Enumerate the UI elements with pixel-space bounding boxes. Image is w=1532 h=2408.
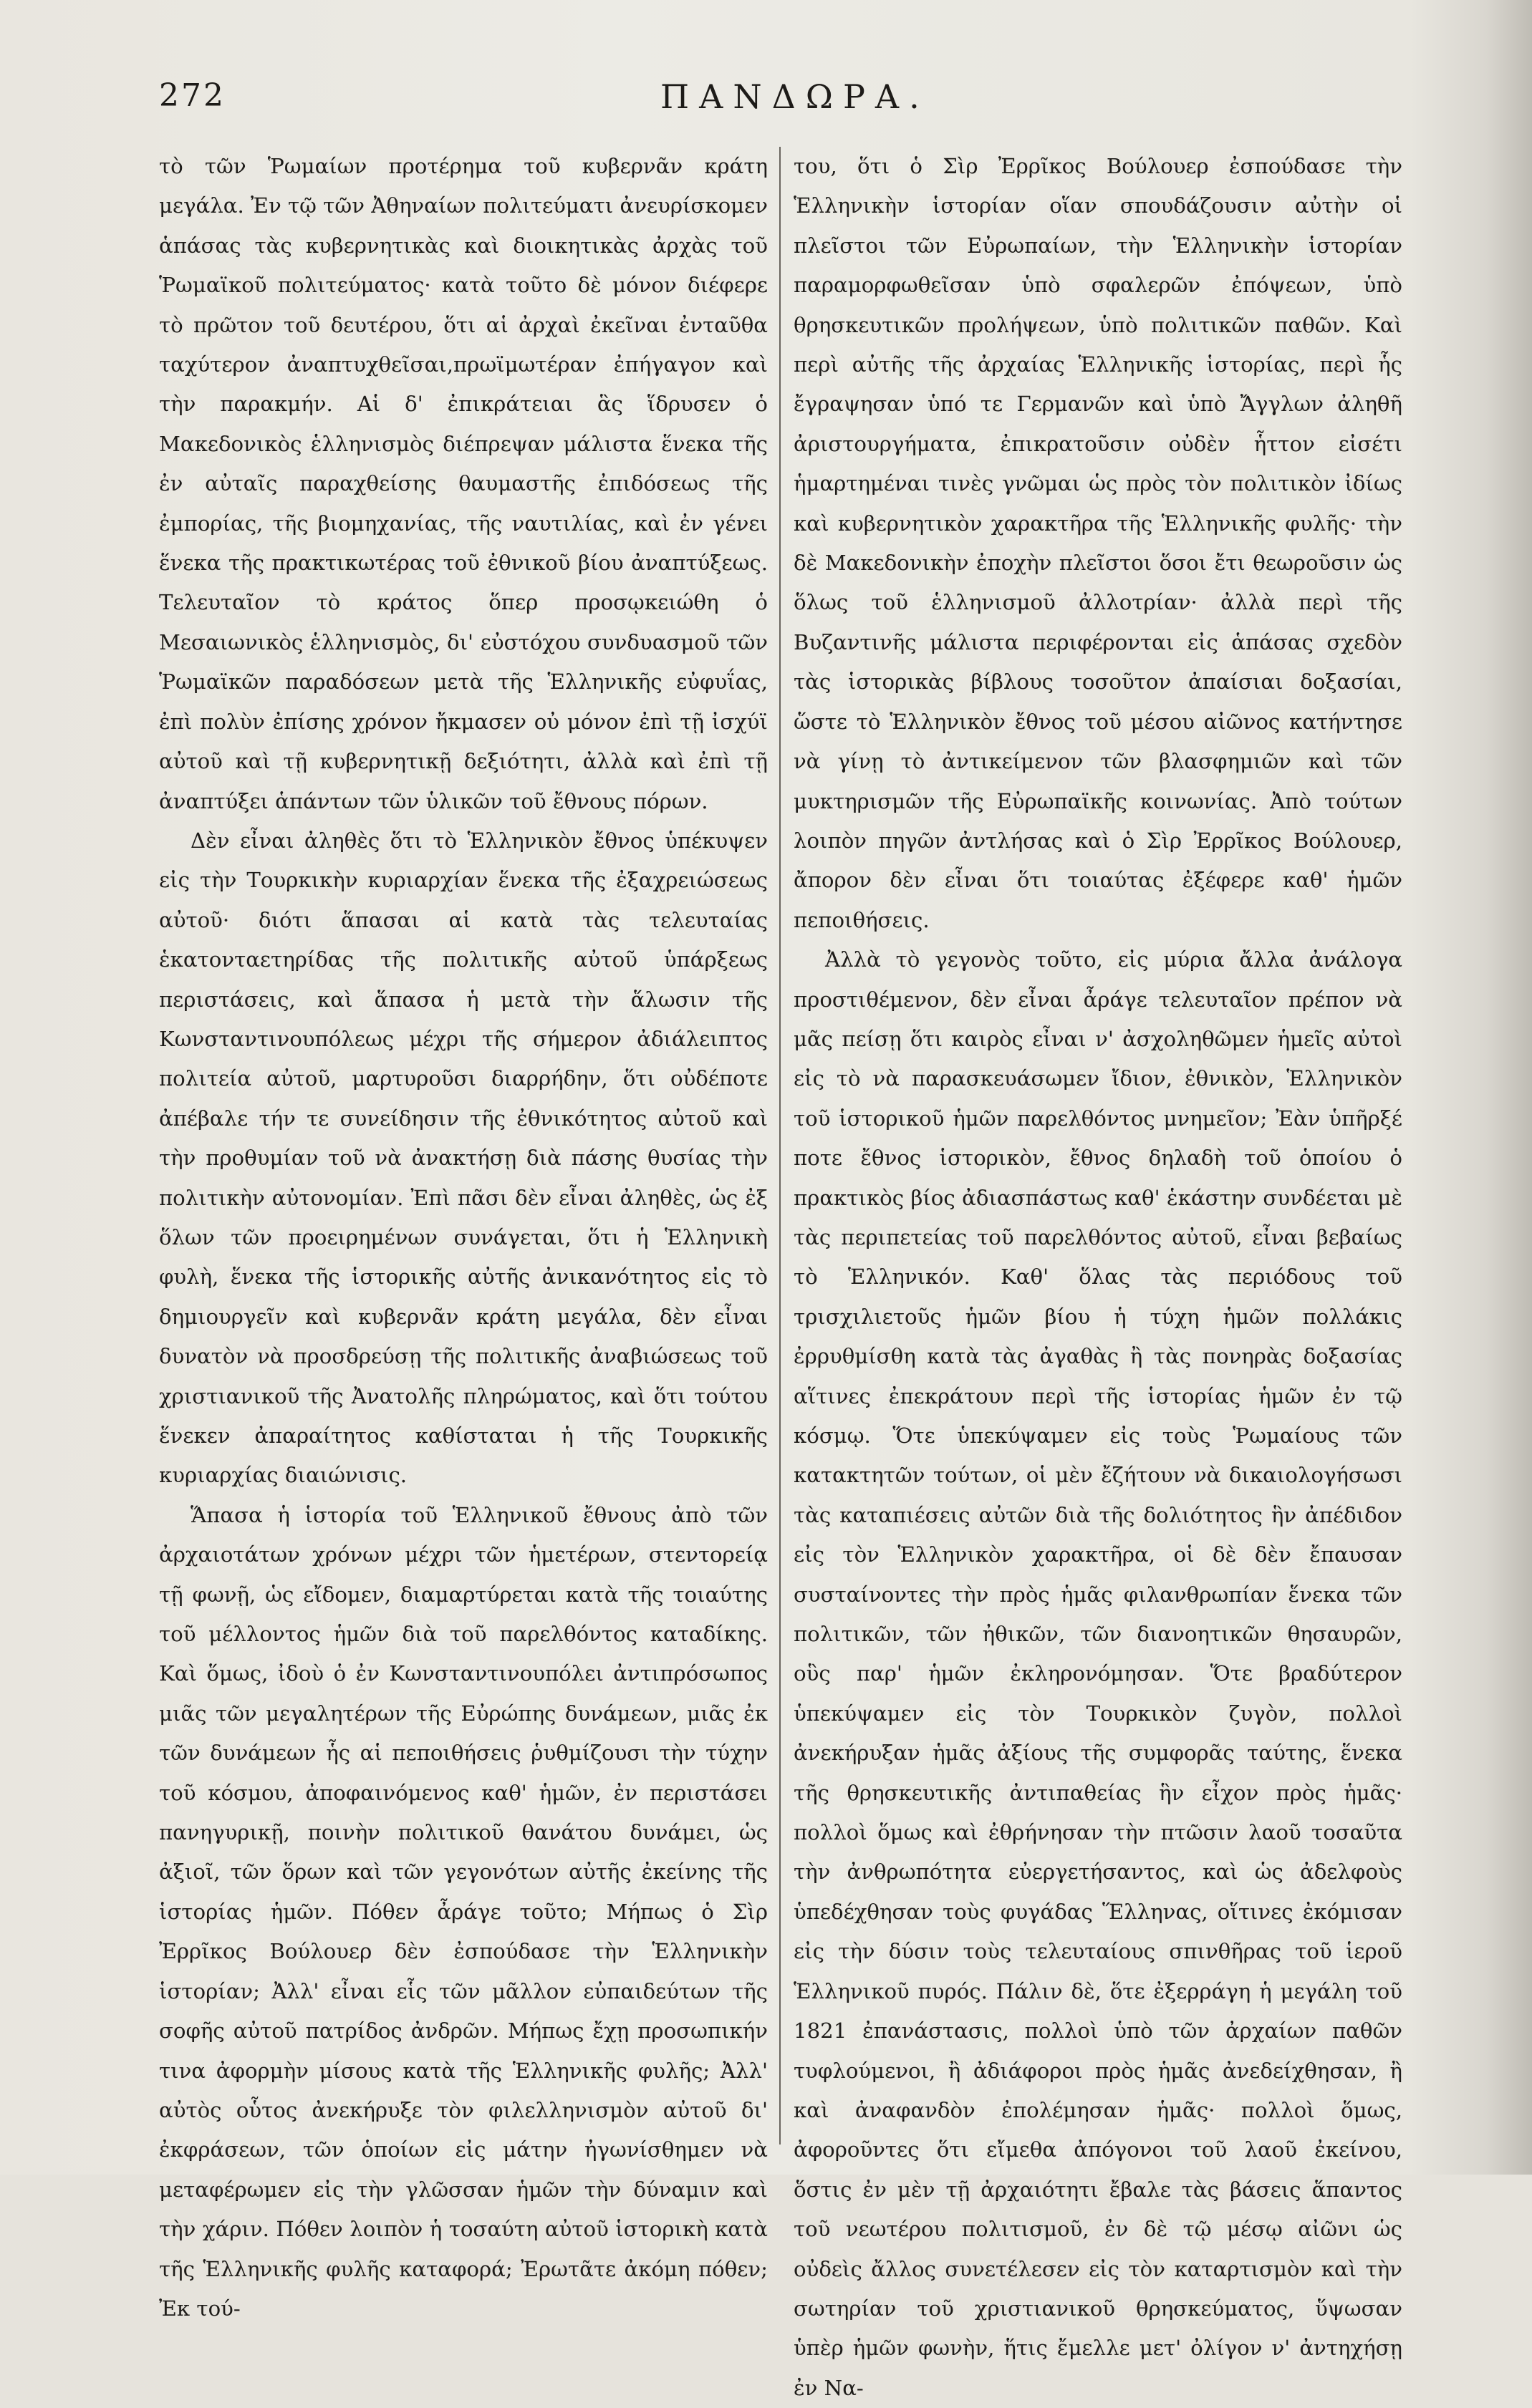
left-paragraph-3: Ἅπασα ἡ ἱστορία τοῦ Ἑλληνικοῦ ἔθνους ἀπὸ τῶν ἀρχαιοτάτων χρόνων μέχρι τῶν ἡμετέρων, στεντορείᾳ τῇ φωνῇ, ὡς εἴδομεν, διαμαρτύρεται κατὰ τῆς τοιαύτης τοῦ μέλλοντος ἡμῶν διὰ τοῦ παρελθόντος καταδίκης. Καὶ ὅμως, ἰδοὺ ὁ ἐν Κωνσταντινουπόλει ἀντιπρόσωπος μιᾶς τῶν μεγαλητέρων τῆς Εὐρώπης δυνάμεων, μιᾶς ἐκ τῶν δυνάμεων ἧς αἱ πεποιθήσεις ῥυθμίζουσι τὴν τύχην τοῦ κόσμου, ἀποφαινόμενος καθ' ἡμῶν, ἐν περιστάσει πανηγυρικῇ, ποινὴν πολιτικοῦ θανάτου δυνάμει, ὡς ἀξιοῖ, τῶν ὅρων καὶ τῶν γεγονότων αὐτῆς ἐκείνης τῆς ἱστορίας ἡμῶν. Πόθεν ἆράγε τοῦτο; Μήπως ὁ Σὶρ Ἐρρῖκος Βούλουερ δὲν ἐσπούδασε τὴν Ἑλληνικὴν ἱστορίαν; Ἀλλ' εἶναι εἷς τῶν μᾶλλον εὐπαιδεύτων τῆς σοφῆς αὐτοῦ πατρίδος ἀνδρῶν. Μήπως ἔχῃ προσωπικήν τινα ἀφορμὴν μίσους κατὰ τῆς Ἑλληνικῆς φυλῆς; Ἀλλ' αὐτὸς οὗτος ἀνεκήρυξε τὸν φιλελληνισμὸν αὐτοῦ δι' ἐκφράσεων, τῶν ὁποίων εἰς μάτην ἠγωνίσθημεν νὰ μεταφέρωμεν εἰς τὴν γλῶσσαν ἡμῶν τὴν δύναμιν καὶ τὴν χάριν. Πόθεν λοιπὸν ἡ τοσαύτη αὐτοῦ ἱστορικὴ κατὰ τῆς Ἑλληνικῆς φυλῆς καταφορά; Ἐρωτᾶτε ἀκόμη πόθεν; Ἐκ τού-: [159, 1502, 768, 2321]
page-number: 272: [159, 77, 226, 114]
left-paragraph-2: Δὲν εἶναι ἀληθὲς ὅτι τὸ Ἑλληνικὸν ἔθνος ὑπέκυψεν εἰς τὴν Τουρκικὴν κυριαρχίαν ἕνεκα τῆς ἐξαχρειώσεως αὐτοῦ· διότι ἅπασαι αἱ κατὰ τὰς τελευταίας ἑκατονταετηρίδας τῆς πολιτικῆς αὐτοῦ ὑπάρξεως περιστάσεις, καὶ ἅπασα ἡ μετὰ τὴν ἅλωσιν τῆς Κωνσταντινουπόλεως μέχρι τῆς σήμερον ἀδιάλειπτος πολιτεία αὐτοῦ, μαρτυροῦσι διαρρήδην, ὅτι οὐδέποτε ἀπέβαλε τήν τε συνείδησιν τῆς ἐθνικότητος αὐτοῦ καὶ τὴν προθυμίαν τοῦ νὰ ἀνακτήσῃ διὰ πάσης θυσίας τὴν πολιτικὴν αὐτονομίαν. Ἐπὶ πᾶσι δὲν εἶναι ἀληθὲς, ὡς ἐξ ὅλων τῶν προειρημένων συνάγεται, ὅτι ἡ Ἑλληνικὴ φυλὴ, ἕνεκα τῆς ἱστορικῆς αὐτῆς ἀνικανότητος εἰς τὸ δημιουργεῖν καὶ κυβερνᾶν κράτη μεγάλα, δὲν εἶναι δυνατὸν νὰ προσδρεύσῃ τῆς πολιτικῆς ἀναβιώσεως τοῦ χριστιανικοῦ τῆς Ἀνατολῆς πληρώματος, καὶ ὅτι τούτου ἕνεκεν ἀπαραίτητος καθίσταται ἡ τῆς Τουρκικῆς κυριαρχίας διαιώνισις.: [159, 828, 768, 1488]
left-column: [159, 147, 768, 2321]
right-paragraph-1: του, ὅτι ὁ Σὶρ Ἐρρῖκος Βούλουερ ἐσπούδασε τὴν Ἑλληνικὴν ἱστορίαν οἵαν σπουδάζουσιν αὐτὴν οἱ πλεῖστοι τῶν Εὐρωπαίων, τὴν Ἑλληνικὴν ἱστορίαν παραμορφωθεῖσαν ὑπὸ σφαλερῶν ἐπόψεων, ὑπὸ θρησκευτικῶν προλήψεων, ὑπὸ πολιτικῶν παθῶν. Καὶ περὶ αὐτῆς τῆς ἀρχαίας Ἑλληνικῆς ἱστορίας, περὶ ἧς ἔγραψησαν ὑπό τε Γερμανῶν καὶ ὑπὸ Ἄγγλων ἀληθῆ ἀριστουργήματα, ἐπικρατοῦσιν οὐδὲν ἧττον εἰσέτι ἡμαρτημέναι τινὲς γνῶμαι ὡς πρὸς τὸν πολιτικὸν ἰδίως καὶ κυβερνητικὸν χαρακτῆρα τῆς Ἑλληνικῆς φυλῆς· τὴν δὲ Μακεδονικὴν ἐποχὴν πλεῖστοι ὅσοι ἔτι θεωροῦσιν ὡς ὅλως τοῦ ἑλληνισμοῦ ἀλλοτρίαν· ἀλλὰ περὶ τῆς Βυζαντινῆς μάλιστα περιφέρονται εἰς ἁπάσας σχεδὸν τὰς ἱστορικὰς βίβλους τοσοῦτον ἀπαίσιαι δοξασίαι, ὥστε τὸ Ἑλληνικὸν ἔθνος τοῦ μέσου αἰῶνος κατήντησε νὰ γίνῃ τὸ ἀντικείμενον τῶν βλασφημιῶν καὶ τῶν μυκτηρισμῶν τῆς Εὐρωπαϊκῆς κοινωνίας. Ἀπὸ τούτων λοιπὸν πηγῶν ἀντλήσας καὶ ὁ Σὶρ Ἐρρῖκος Βούλουερ, ἄπορον δὲν εἶναι ὅτι τοιαύτας ἐξέφερε καθ' ἡμῶν πεποιθήσεις.: [794, 154, 1402, 932]
right-paragraph-2: Ἀλλὰ τὸ γεγονὸς τοῦτο, εἰς μύρια ἄλλα ἀνάλογα προστιθέμενον, δὲν εἶναι ἆράγε τελευταῖον πρέπον νὰ μᾶς πείσῃ ὅτι καιρὸς εἶναι ν' ἀσχοληθῶμεν ἡμεῖς αὐτοὶ εἰς τὸ νὰ παρασκευάσωμεν ἴδιον, ἐθνικὸν, Ἑλληνικὸν τοῦ ἱστορικοῦ ἡμῶν παρελθόντος μνημεῖον; Ἐὰν ὑπῆρξέ ποτε ἔθνος ἱστορικὸν, ἔθνος δηλαδὴ τοῦ ὁποίου ὁ πρακτικὸς βίος ἀδιασπάστως καθ' ἑκάστην συνδέεται μὲ τὰς περιπετείας τοῦ παρελθόντος αὐτοῦ, εἶναι βεβαίως τὸ Ἑλληνικόν. Καθ' ὅλας τὰς περιόδους τοῦ τρισχιλιετοῦς ἡμῶν βίου ἡ τύχη ἡμῶν πολλάκις ἐρρυθμίσθη κατὰ τὰς ἀγαθὰς ἢ τὰς πονηρὰς δοξασίας αἵτινες ἐπεκράτουν περὶ τῆς ἱστορίας ἡμῶν ἐν τῷ κόσμῳ. Ὅτε ὑπεκύψαμεν εἰς τοὺς Ῥωμαίους τῶν κατακτητῶν τούτων, οἱ μὲν ἔζήτουν νὰ δικαιολογήσωσι τὰς καταπιέσεις αὐτῶν διὰ τῆς δολιότητος ἣν ἀπέδιδον εἰς τὸν Ἑλληνικὸν χαρακτῆρα, οἱ δὲ δὲν ἔπαυσαν συσταίνοντες τὴν πρὸς ἡμᾶς φιλανθρωπίαν ἕνεκα τῶν πολιτικῶν, τῶν ἠθικῶν, τῶν διανοητικῶν θησαυρῶν, οὓς παρ' ἡμῶν ἐκληρονόμησαν. Ὅτε βραδύτερον ὑπεκύψαμεν εἰς τὸν Τουρκικὸν ζυγὸν, πολλοὶ ἀνεκήρυξαν ἡμᾶς ἀξίους τῆς συμφορᾶς ταύτης, ἕνεκα τῆς θρησκευτικῆς ἀντιπαθείας ἣν εἶχον πρὸς ἡμᾶς· πολλοὶ ὅμως καὶ ἐθρήνησαν τὴν πτῶσιν λαοῦ τοσαῦτα τὴν ἀνθρωπότητα εὐεργετήσαντος, καὶ ὡς ἀδελφοὺς ὑπεδέχθησαν τοὺς φυγάδας Ἕλληνας, οἵτινες ἐκόμισαν εἰς τὴν δύσιν τοὺς τελευταίους σπινθῆρας τοῦ ἱεροῦ Ἑλληνικοῦ πυρός. Πάλιν δὲ, ὅτε ἐξερράγη ἡ μεγάλη τοῦ 1821 ἐπανάστασις, πολλοὶ ὑπὸ τῶν ἀρχαίων παθῶν τυφλούμενοι, ἢ ἀδιάφοροι πρὸς ἡμᾶς ἀνεδείχθησαν, ἢ καὶ ἀναφανδὸν ἐπολέμησαν ἡμᾶς· πολλοὶ ὅμως, ἀφοροῦντες ὅτι εἴμεθα ἀπόγονοι τοῦ λαοῦ ἐκείνου, ὅστις ἐν μὲν τῇ ἀρχαιότητι ἔβαλε τὰς βάσεις ἅπαντος τοῦ νεωτέρου πολιτισμοῦ, ἐν δὲ τῷ μέσῳ αἰῶνι ὡς οὐδεὶς ἄλλος συνετέλεσεν εἰς τὸν καταρτισμὸν καὶ τὴν σωτηρίαν τοῦ χριστιανικοῦ θρησκεύματος, ὕψωσαν ὑπὲρ ἡμῶν φωνὴν, ἥτις ἔμελλε μετ' ὀλίγον ν' ἀντηχήσῃ ἐν Να-: [794, 947, 1402, 2400]
left-paragraph-1: τὸ τῶν Ῥωμαίων προτέρημα τοῦ κυβερνᾶν κράτη μεγάλα. Ἐν τῷ τῶν Ἀθηναίων πολιτεύματι ἀνευρίσκομεν ἁπάσας τὰς κυβερνητικὰς καὶ διοικητικὰς ἀρχὰς τοῦ Ῥωμαϊκοῦ πολιτεύματος· κατὰ τοῦτο δὲ μόνον διέφερε τὸ πρῶτον τοῦ δευτέρου, ὅτι αἱ ἀρχαὶ ἐκεῖναι ἐνταῦθα ταχύτερον ἀναπτυχθεῖσαι,πρωϊμωτέραν ἐπήγαγον καὶ τὴν παρακμήν. Αἱ δ' ἐπικράτειαι ἃς ἵδρυσεν ὁ Μακεδονικὸς ἑλληνισμὸς διέπρεψαν μάλιστα ἕνεκα τῆς ἐν αὐταῖς παραχθείσης θαυμαστῆς ἐπιδόσεως τῆς ἐμπορίας, τῆς βιομηχανίας, τῆς ναυτιλίας, καὶ ἐν γένει ἕνεκα τῆς πρακτικωτέρας τοῦ ἐθνικοῦ βίου ἀναπτύξεως. Τελευταῖον τὸ κράτος ὅπερ προσῳκειώθη ὁ Μεσαιωνικὸς ἑλληνισμὸς, δι' εὐστόχου συνδυασμοῦ τῶν Ῥωμαϊκῶν παραδόσεων μετὰ τῆς Ἑλληνικῆς εὐφυΐας, ἐπὶ πολὺν ἐπίσης χρόνον ἤκμασεν οὐ μόνον ἐπὶ τῇ ἰσχύϊ αὐτοῦ καὶ τῇ κυβερνητικῇ δεξιότητι, ἀλλὰ καὶ ἐπὶ τῇ ἀναπτύξει ἁπάντων τῶν ὑλικῶν τοῦ ἔθνους πόρων.: [159, 154, 768, 813]
column-divider: [779, 147, 781, 2145]
journal-title: ΠΑΝΔΩΡΑ.: [660, 77, 930, 116]
page-header: [159, 77, 1425, 135]
right-column: [794, 147, 1402, 2400]
